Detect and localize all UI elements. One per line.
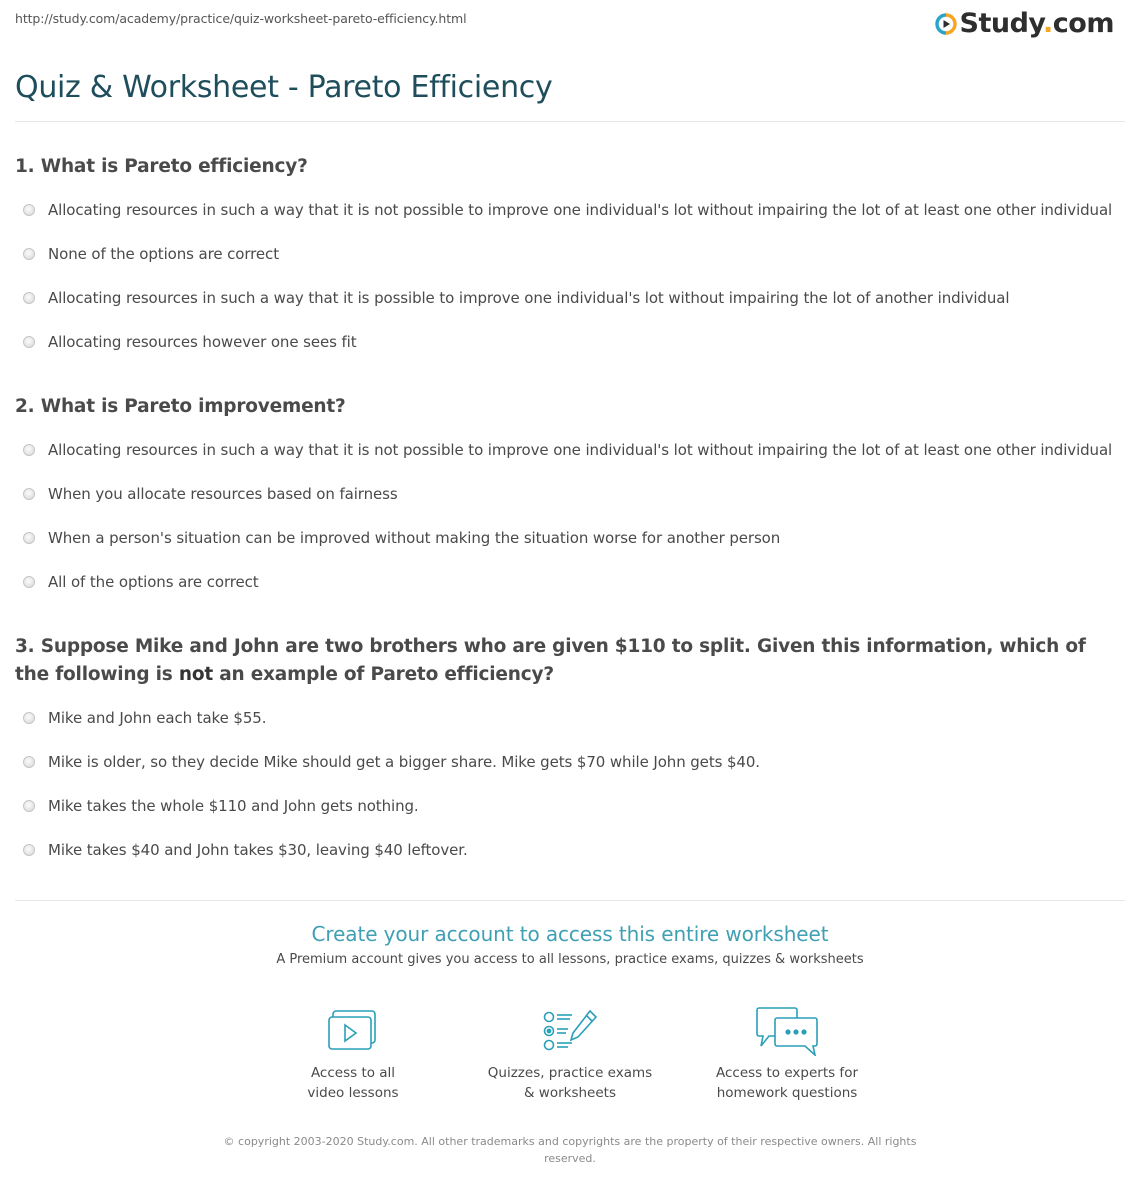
page-url: http://study.com/academy/practice/quiz-worksheet-pareto-efficiency.html (15, 11, 467, 26)
radio-button[interactable] (23, 712, 35, 724)
question-2 (15, 393, 1125, 604)
option-label: Allocating resources in such a way that it is possible to improve one individual's lot without impairing the lot of another individual (48, 289, 1010, 307)
answer-option[interactable] (15, 232, 1125, 276)
cta-title-link[interactable]: Create your account to access this entire worksheet (311, 922, 829, 946)
radio-button[interactable] (23, 292, 35, 304)
answer-option[interactable] (15, 784, 1125, 828)
logo-text: Study.com (959, 8, 1114, 39)
option-label: When a person's situation can be improved without making the situation worse for another person (48, 529, 781, 547)
answer-option[interactable] (15, 560, 1125, 604)
quiz-checklist-icon (462, 1003, 679, 1059)
question-text: 3. Suppose Mike and John are two brothers who are given $110 to split. Given this information, which of the following is not an example of Pareto efficiency? (15, 636, 1086, 685)
option-label: None of the options are correct (48, 245, 279, 263)
question-3 (15, 633, 1125, 872)
cta-subtitle: A Premium account gives you access to all lessons, practice exams, quizzes & worksheets (276, 952, 864, 967)
feature-experts (679, 1003, 896, 1103)
signup-cta (0, 922, 1140, 967)
radio-button[interactable] (23, 204, 35, 216)
answer-option[interactable] (15, 472, 1125, 516)
play-circle-logo-icon (935, 13, 957, 35)
option-label: When you allocate resources based on fairness (48, 485, 398, 503)
option-label: Mike and John each take $55. (48, 709, 267, 727)
option-label: Mike takes $40 and John takes $30, leaving $40 leftover. (48, 841, 468, 859)
copyright-footer: © copyright 2003-2020 Study.com. All other trademarks and copyrights are the property of their respective owners. All rights reserved. (223, 1135, 917, 1165)
option-label: Mike is older, so they decide Mike should get a bigger share. Mike gets $70 while John gets $40. (48, 753, 760, 771)
answer-option[interactable] (15, 828, 1125, 872)
question-text: 2. What is Pareto improvement? (15, 396, 346, 417)
radio-button[interactable] (23, 576, 35, 588)
option-label: Allocating resources in such a way that it is not possible to improve one individual's lot without impairing the lot of at least one other individual (48, 201, 1113, 219)
option-label: Allocating resources in such a way that it is not possible to improve one individual's lot without impairing the lot of at least one other individual (48, 441, 1113, 459)
feature-list (0, 1003, 1140, 1103)
feature-quizzes (462, 1003, 679, 1103)
feature-label: Access to experts for homework questions (715, 1065, 858, 1101)
radio-button[interactable] (23, 336, 35, 348)
answer-option[interactable] (15, 696, 1125, 740)
option-label: All of the options are correct (48, 573, 259, 591)
chat-experts-icon (679, 1003, 896, 1059)
answer-option[interactable] (15, 320, 1125, 364)
radio-button[interactable] (23, 844, 35, 856)
option-label: Mike takes the whole $110 and John gets nothing. (48, 797, 419, 815)
radio-button[interactable] (23, 756, 35, 768)
answer-option[interactable] (15, 740, 1125, 784)
answer-option[interactable] (15, 516, 1125, 560)
feature-label: Quizzes, practice exams & worksheets (487, 1065, 653, 1101)
answer-option[interactable] (15, 188, 1125, 232)
radio-button[interactable] (23, 532, 35, 544)
radio-button[interactable] (23, 488, 35, 500)
video-lessons-icon (245, 1003, 462, 1059)
page-title: Quiz & Worksheet - Pareto Efficiency (15, 70, 553, 105)
title-divider (15, 121, 1125, 122)
feature-video-lessons (245, 1003, 462, 1103)
feature-label: Access to all video lessons (307, 1065, 399, 1101)
answer-option[interactable] (15, 428, 1125, 472)
study-logo[interactable] (935, 8, 1115, 40)
radio-button[interactable] (23, 800, 35, 812)
answer-option[interactable] (15, 276, 1125, 320)
radio-button[interactable] (23, 444, 35, 456)
radio-button[interactable] (23, 248, 35, 260)
option-label: Allocating resources however one sees fit (48, 333, 357, 351)
question-text: 1. What is Pareto efficiency? (15, 156, 308, 177)
cta-divider (15, 900, 1125, 901)
question-1 (15, 153, 1125, 364)
